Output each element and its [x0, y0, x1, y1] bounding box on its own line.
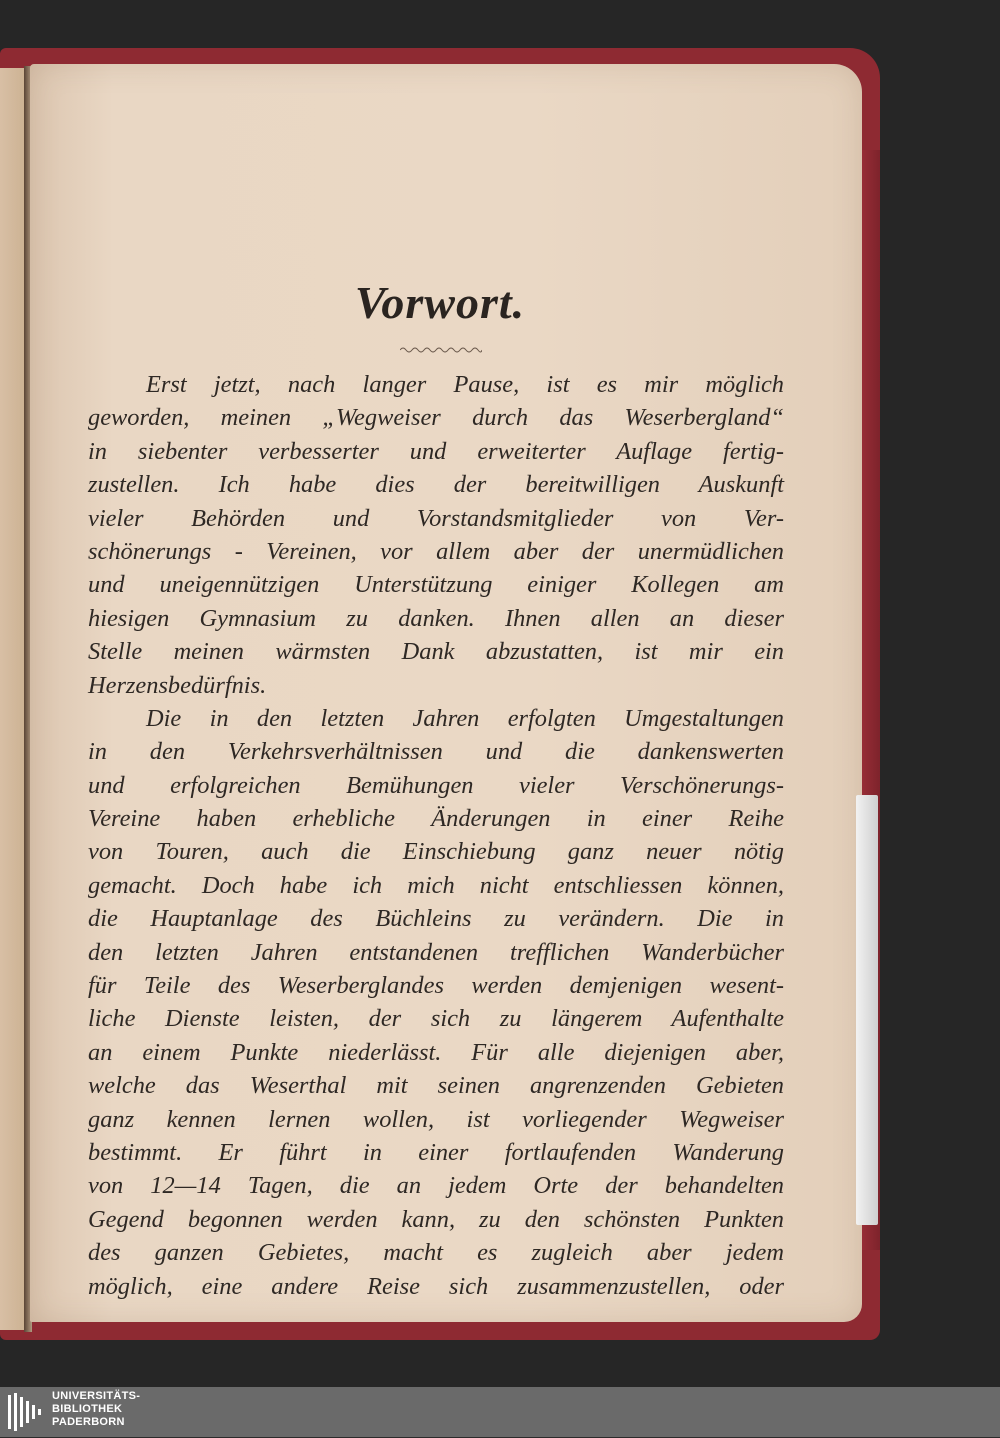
- text-line: liche Dienste leisten, der sich zu längerem Aufenthalte: [88, 1005, 784, 1033]
- title-ornament: [400, 346, 482, 354]
- text-line: Herzensbedürfnis.: [88, 671, 267, 699]
- text-line: Gegend begonnen werden kann, zu den schönsten Punkten: [88, 1205, 784, 1233]
- bookmark-tab: [856, 795, 878, 1225]
- text-line: möglich, eine andere Reise sich zusammenzustellen, oder: [88, 1272, 784, 1300]
- logo-line: BIBLIOTHEK: [52, 1403, 123, 1415]
- text-line: ganz kennen lernen wollen, ist vorliegender Wegweiser: [88, 1105, 784, 1133]
- logo-line: PADERBORN: [52, 1416, 125, 1428]
- text-line: welche das Weserthal mit seinen angrenzenden Gebieten: [88, 1072, 784, 1100]
- text-line: von 12—14 Tagen, die an jedem Orte der behandelten: [88, 1172, 784, 1200]
- text-line: Vereine haben erhebliche Änderungen in einer Reihe: [88, 805, 784, 833]
- logo-line: UNIVERSITÄTS-: [52, 1390, 141, 1402]
- text-line: die Hauptanlage des Büchleins zu verändern. Die in: [88, 905, 784, 933]
- text-line: den letzten Jahren entstandenen trefflichen Wanderbücher: [88, 938, 784, 966]
- text-line: von Touren, auch die Einschiebung ganz neuer nötig: [88, 838, 784, 866]
- library-footer: [0, 1387, 1000, 1437]
- text-line: an einem Punkte niederlässt. Für alle diejenigen aber,: [88, 1038, 784, 1066]
- paragraph-1: [88, 368, 784, 702]
- text-line: vieler Behörden und Vorstandsmitglieder von Ver-: [88, 504, 784, 532]
- library-logo-text: [52, 1390, 140, 1429]
- paragraph-2: [88, 702, 784, 1303]
- text-line: des ganzen Gebietes, macht es zugleich aber jedem: [88, 1239, 784, 1267]
- library-logo-icon: [6, 1391, 46, 1433]
- text-line: hiesigen Gymnasium zu danken. Ihnen allen an dieser: [88, 604, 784, 632]
- text-line: und uneigennützigen Unterstützung einiger Kollegen am: [88, 571, 784, 599]
- text-line: zustellen. Ich habe dies der bereitwilligen Auskunft: [88, 471, 784, 499]
- text-line: Stelle meinen wärmsten Dank abzustatten, ist mir ein: [88, 638, 784, 666]
- text-line: in den Verkehrsverhältnissen und die dankenswerten: [88, 738, 784, 766]
- previous-page-edge: [0, 68, 26, 1330]
- text-line: bestimmt. Er führt in einer fortlaufenden Wanderung: [88, 1138, 784, 1166]
- text-line: für Teile des Weserberglandes werden demjenigen wesent-: [88, 972, 784, 1000]
- text-line: Die in den letzten Jahren erfolgten Umgestaltungen: [146, 704, 784, 732]
- text-line: Erst jetzt, nach langer Pause, ist es mir möglich: [146, 371, 784, 398]
- text-line: in siebenter verbesserter und erweiterter Auflage fertig-: [88, 437, 784, 465]
- page-title: Vorwort.: [354, 277, 526, 328]
- text-line: geworden, meinen „Wegweiser durch das Weserbergland“: [88, 404, 784, 432]
- text-line: und erfolgreichen Bemühungen vieler Verschönerungs-: [88, 771, 784, 799]
- text-line: gemacht. Doch habe ich mich nicht entschliessen können,: [88, 871, 784, 899]
- body-text: [88, 368, 784, 1303]
- text-line: schönerungs - Vereinen, vor allem aber der unermüdlichen: [88, 537, 784, 565]
